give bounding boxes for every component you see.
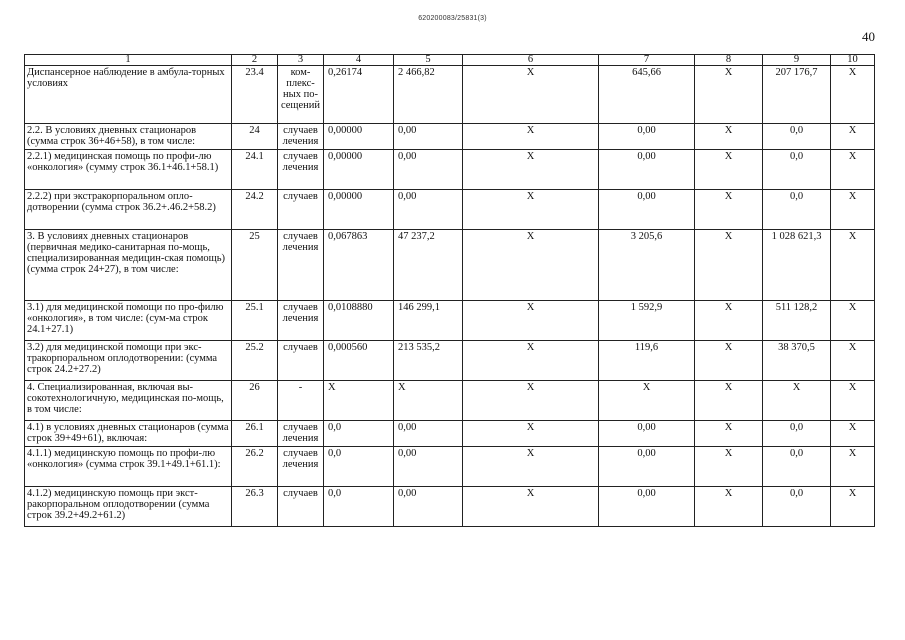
table-row bbox=[25, 447, 875, 487]
cell-col10: X bbox=[831, 447, 875, 487]
column-header-1: 1 bbox=[25, 55, 232, 66]
cell-col10: X bbox=[831, 381, 875, 421]
cell-row-code: 24.2 bbox=[232, 190, 278, 230]
cell-col6: X bbox=[463, 381, 599, 421]
cell-col8: X bbox=[695, 421, 763, 447]
cell-col8: X bbox=[695, 124, 763, 150]
cell-col9: 38 370,5 bbox=[763, 341, 831, 381]
cell-rate: 0,00000 bbox=[324, 150, 394, 190]
table-row bbox=[25, 381, 875, 421]
cell-unit: случаев лечения bbox=[278, 301, 324, 341]
cell-col10: X bbox=[831, 230, 875, 301]
cell-rate: X bbox=[324, 381, 394, 421]
cell-unit: - bbox=[278, 381, 324, 421]
cell-unit: случаев bbox=[278, 487, 324, 527]
cell-description: 4.1) в условиях дневных стационаров (сумма строк 39+49+61), включая: bbox=[25, 421, 232, 447]
cell-description: 3.2) для медицинской помощи при экс-тракорпоральном оплодотворении: (сумма строк 24.2+27.2) bbox=[25, 341, 232, 381]
cell-rate: 0,26174 bbox=[324, 66, 394, 124]
cell-col10: X bbox=[831, 150, 875, 190]
cell-col9: 0,0 bbox=[763, 124, 831, 150]
cell-description: 4. Специализированная, включая вы-сокотехнологичную, медицинская по-мощь, в том числе: bbox=[25, 381, 232, 421]
cell-col8: X bbox=[695, 341, 763, 381]
table-header-row bbox=[25, 55, 875, 66]
cell-cost: 0,00 bbox=[394, 421, 463, 447]
cell-unit: случаев лечения bbox=[278, 124, 324, 150]
cell-col6: X bbox=[463, 124, 599, 150]
cell-col7: 0,00 bbox=[599, 421, 695, 447]
cell-row-code: 24.1 bbox=[232, 150, 278, 190]
cell-col10: X bbox=[831, 66, 875, 124]
cell-unit: случаев bbox=[278, 341, 324, 381]
cell-col8: X bbox=[695, 66, 763, 124]
cell-description: 3. В условиях дневных стационаров (первичная медико-санитарная по-мощь, специализированная медицин-ская помощь) (сумма строк 24+27), в том числе: bbox=[25, 230, 232, 301]
data-table bbox=[24, 54, 875, 527]
cell-col9: 0,0 bbox=[763, 190, 831, 230]
table-row bbox=[25, 487, 875, 527]
cell-row-code: 26.1 bbox=[232, 421, 278, 447]
cell-row-code: 25.2 bbox=[232, 341, 278, 381]
page-number: 40 bbox=[862, 29, 875, 44]
cell-col7: 0,00 bbox=[599, 487, 695, 527]
cell-col8: X bbox=[695, 447, 763, 487]
cell-unit: случаев bbox=[278, 190, 324, 230]
cell-col7: 0,00 bbox=[599, 447, 695, 487]
table-row bbox=[25, 421, 875, 447]
cell-col6: X bbox=[463, 487, 599, 527]
cell-cost: 0,00 bbox=[394, 447, 463, 487]
table-row bbox=[25, 190, 875, 230]
cell-row-code: 23.4 bbox=[232, 66, 278, 124]
cell-col8: X bbox=[695, 381, 763, 421]
cell-col10: X bbox=[831, 487, 875, 527]
document-id: 620200083/25831(3) bbox=[418, 15, 487, 22]
cell-col9: 0,0 bbox=[763, 421, 831, 447]
cell-col10: X bbox=[831, 190, 875, 230]
cell-cost: 0,00 bbox=[394, 150, 463, 190]
cell-col10: X bbox=[831, 301, 875, 341]
cell-col7: 3 205,6 bbox=[599, 230, 695, 301]
cell-col8: X bbox=[695, 487, 763, 527]
cell-rate: 0,00000 bbox=[324, 124, 394, 150]
column-header-8: 8 bbox=[695, 55, 763, 66]
cell-col9: 511 128,2 bbox=[763, 301, 831, 341]
cell-row-code: 26.2 bbox=[232, 447, 278, 487]
cell-col7: 0,00 bbox=[599, 190, 695, 230]
cell-col9: X bbox=[763, 381, 831, 421]
cell-col6: X bbox=[463, 301, 599, 341]
cell-cost: 2 466,82 bbox=[394, 66, 463, 124]
cell-rate: 0,0 bbox=[324, 487, 394, 527]
cell-col9: 1 028 621,3 bbox=[763, 230, 831, 301]
cell-rate: 0,000560 bbox=[324, 341, 394, 381]
cell-description: 3.1) для медицинской помощи по про-филю «онкология», в том числе: (сум-ма строк 24.1+27.1) bbox=[25, 301, 232, 341]
cell-col10: X bbox=[831, 421, 875, 447]
cell-col7: 119,6 bbox=[599, 341, 695, 381]
table-row bbox=[25, 124, 875, 150]
cell-col9: 0,0 bbox=[763, 150, 831, 190]
column-header-6: 6 bbox=[463, 55, 599, 66]
cell-cost: 0,00 bbox=[394, 190, 463, 230]
cell-description: 4.1.2) медицинскую помощь при экст-ракорпоральном оплодотворении (сумма строк 39.2+49.2+61.2) bbox=[25, 487, 232, 527]
cell-unit: ком-плекс-ных по-сещений bbox=[278, 66, 324, 124]
cell-col6: X bbox=[463, 66, 599, 124]
cell-rate: 0,00000 bbox=[324, 190, 394, 230]
cell-col7: 645,66 bbox=[599, 66, 695, 124]
cell-description: 2.2.1) медицинская помощь по профи-лю «онкология» (сумму строк 36.1+46.1+58.1) bbox=[25, 150, 232, 190]
cell-row-code: 26 bbox=[232, 381, 278, 421]
cell-row-code: 24 bbox=[232, 124, 278, 150]
cell-col6: X bbox=[463, 447, 599, 487]
cell-col7: 1 592,9 bbox=[599, 301, 695, 341]
cell-unit: случаев лечения bbox=[278, 150, 324, 190]
cell-unit: случаев лечения bbox=[278, 421, 324, 447]
cell-rate: 0,067863 bbox=[324, 230, 394, 301]
cell-col9: 0,0 bbox=[763, 447, 831, 487]
cell-cost: 0,00 bbox=[394, 487, 463, 527]
cell-unit: случаев лечения bbox=[278, 230, 324, 301]
cell-cost: 213 535,2 bbox=[394, 341, 463, 381]
cell-rate: 0,0 bbox=[324, 447, 394, 487]
cell-col9: 0,0 bbox=[763, 487, 831, 527]
cell-row-code: 25 bbox=[232, 230, 278, 301]
cell-rate: 0,0 bbox=[324, 421, 394, 447]
column-header-3: 3 bbox=[278, 55, 324, 66]
cell-col8: X bbox=[695, 301, 763, 341]
cell-cost: 146 299,1 bbox=[394, 301, 463, 341]
cell-col6: X bbox=[463, 190, 599, 230]
cell-unit: случаев лечения bbox=[278, 447, 324, 487]
table-row bbox=[25, 301, 875, 341]
cell-row-code: 26.3 bbox=[232, 487, 278, 527]
cell-col8: X bbox=[695, 190, 763, 230]
cell-cost: 0,00 bbox=[394, 124, 463, 150]
cell-col10: X bbox=[831, 124, 875, 150]
column-header-2: 2 bbox=[232, 55, 278, 66]
cell-description: 2.2.2) при экстракорпоральном опло-дотворении (сумма строк 36.2+.46.2+58.2) bbox=[25, 190, 232, 230]
cell-col6: X bbox=[463, 150, 599, 190]
cell-col9: 207 176,7 bbox=[763, 66, 831, 124]
cell-rate: 0,0108880 bbox=[324, 301, 394, 341]
column-header-5: 5 bbox=[394, 55, 463, 66]
column-header-4: 4 bbox=[324, 55, 394, 66]
cell-col7: 0,00 bbox=[599, 124, 695, 150]
cell-description: Диспансерное наблюдение в амбула-торных условиях bbox=[25, 66, 232, 124]
cell-col6: X bbox=[463, 341, 599, 381]
cell-col10: X bbox=[831, 341, 875, 381]
cell-col7: X bbox=[599, 381, 695, 421]
table-row bbox=[25, 150, 875, 190]
cell-col8: X bbox=[695, 230, 763, 301]
cell-row-code: 25.1 bbox=[232, 301, 278, 341]
cell-col6: X bbox=[463, 230, 599, 301]
cell-description: 4.1.1) медицинскую помощь по профи-лю «онкология» (сумма строк 39.1+49.1+61.1): bbox=[25, 447, 232, 487]
cell-cost: 47 237,2 bbox=[394, 230, 463, 301]
cell-col7: 0,00 bbox=[599, 150, 695, 190]
table-row bbox=[25, 66, 875, 124]
cell-col6: X bbox=[463, 421, 599, 447]
table-row bbox=[25, 341, 875, 381]
column-header-9: 9 bbox=[763, 55, 831, 66]
column-header-10: 10 bbox=[831, 55, 875, 66]
column-header-7: 7 bbox=[599, 55, 695, 66]
cell-col8: X bbox=[695, 150, 763, 190]
table-row bbox=[25, 230, 875, 301]
cell-cost: X bbox=[394, 381, 463, 421]
cell-description: 2.2. В условиях дневных стационаров (сумма строк 36+46+58), в том числе: bbox=[25, 124, 232, 150]
